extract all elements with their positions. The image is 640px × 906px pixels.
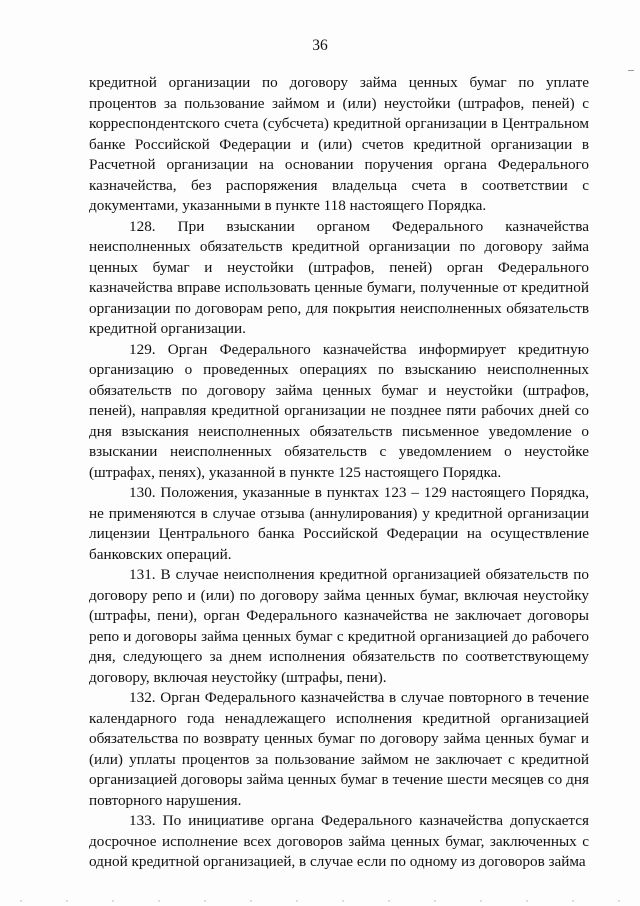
paragraph-132: 132. Орган Федерального казначейства в случае повторного в течение календарного года ненадлежащего исполнения кредитной организацией обязательства по возврату ценных бумаг по договору займа ценных бумаг и (или) уплаты процентов за пользование займом не заключает с кредитной организацией договоры займа ценных бумаг в течение шести месяцев со дня повторного нарушения. [89,689,589,809]
paragraph-128: 128. При взыскании органом Федерального казначейства неисполненных обязательств кредитной организации по договору займа ценных бумаг и неустойки (штрафов, пеней) орган Федерального казначейства вправе использовать ценные бумаги, полученные от кредитной организации по договорам репо, для покрытия неисполненных обязательств кредитной организации. [89,217,589,337]
paragraph-129: 129. Орган Федерального казначейства информирует кредитную организацию о проведенных операциях по взысканию неисполненных обязательств по договору займа ценных бумаг и неустойки (штрафов, пеней), направляя кредитной организации не позднее пяти рабочих дней со дня взыскания неисполненных обязательств письменное уведомление о взыскании неисполненных обязательств с уведомлением о неустойке (штрафах, пенях), указанной в пункте 125 настоящего Порядка. [89,340,589,481]
paragraph-continuation: кредитной организации по договору займа ценных бумаг по уплате процентов за пользование займом и (или) неустойки (штрафов, пеней) с корреспондентского счета (субсчета) кредитной организации в Центральном банке Российской Федерации и (или) счетов кредитной организации в Расчетной организации на основании поручения органа Федерального казначейства, без распоряжения владельца счета в соответствии с документами, указанными в пункте 118 настоящего Порядка. [89,74,589,214]
scan-edge-mark [628,70,634,71]
page-number: 36 [312,37,328,54]
paragraph-133: 133. По инициативе органа Федерального казначейства допускается досрочное исполнение всех договоров займа ценных бумаг, заключенных с одной кредитной организацией, в случае если по одному из договоров займа [89,812,589,870]
scan-bottom-artifacts [20,900,620,902]
document-body [89,73,589,873]
paragraph-131: 131. В случае неисполнения кредитной организацией обязательств по договору репо и (или) по договору займа ценных бумаг, включая неустойку (штрафы, пени), орган Федерального казначейства не заключает договоры репо и договоры займа ценных бумаг с кредитной организацией до рабочего дня, следующего за днем исполнения обязательств по соответствующему договору, включая неустойку (штрафы, пени). [89,566,589,686]
paragraph-130: 130. Положения, указанные в пунктах 123 – 129 настоящего Порядка, не применяются в случае отзыва (аннулирования) у кредитной организации лицензии Центрального банка Российской Федерации на осуществление банковских операций. [89,484,589,563]
